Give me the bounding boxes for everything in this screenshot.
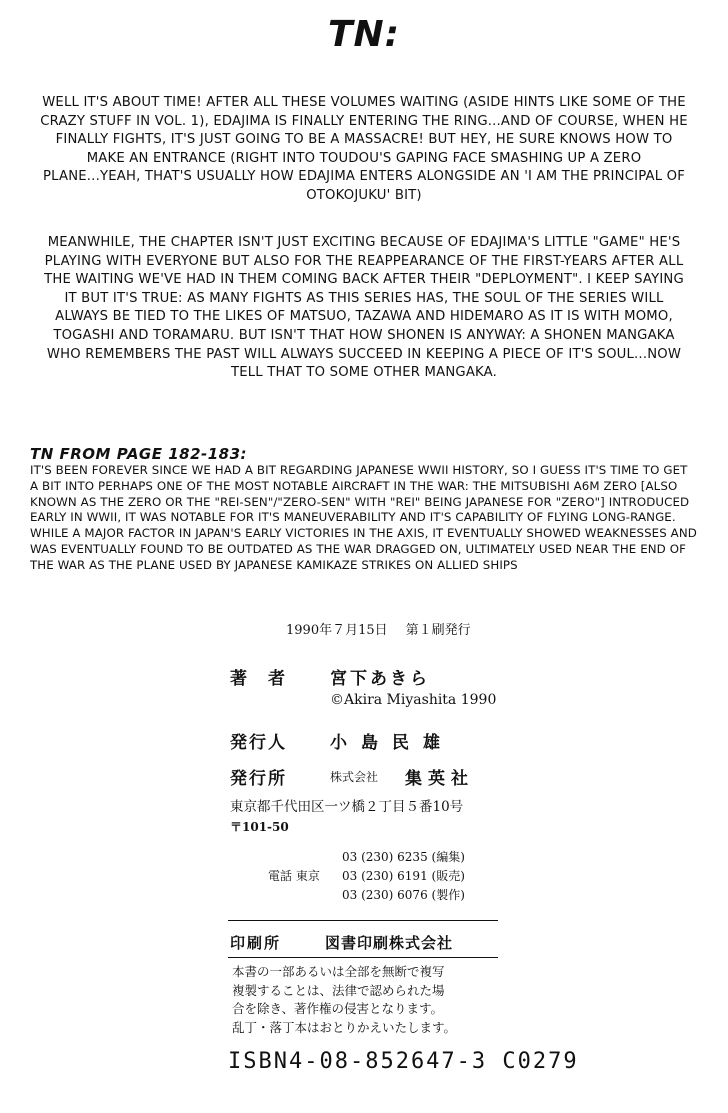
tn-page-heading: TN FROM PAGE 182-183: [30,445,248,463]
notice-line: 合を除き、著作権の侵害となります。 [232,1001,444,1017]
publisher-name: 集英社 [405,769,474,789]
publisher-prefix: 株式会社 [330,770,379,784]
phone-editorial [342,848,465,865]
copyright-notice: ©Akira Miyashita 1990 [330,692,497,708]
phone-department: (製作) [431,888,465,902]
tn-page-note: IT'S BEEN FOREVER SINCE WE HAD A BIT REGARDING JAPANESE WWII HISTORY, SO I GUESS IT'S TIME TO GET A BIT INTO PERHAPS ONE OF THE MOST NOTABLE AIRCRAFT IN THE WAR: THE MITSUBISHI A6M ZERO [ALSO KNOWN AS THE ZERO OR THE "REI-SEN"/"ZERO-SEN" WITH "REI" BEING JAPANESE FOR "ZERO"] INTRODUCED EARLY IN WWII, IT WAS NOTABLE FOR IT'S MANEUVERABILITY AND IT'S CAPABILITY OF FLYING LONG-RANGE. WHILE A MAJOR FACTOR IN JAPAN'S EARLY VICTORIES IN THE AXIS, IT EVENTUALLY SHOWED WEAKNESSES AND WAS EVENTUALLY FOUND TO BE OUTDATED AS THE WAR DRAGGED ON, ULTIMATELY USED NEAR THE END OF THE WAR AS THE PLANE USED BY JAPANESE KAMIKAZE STRIKES ON ALLIED SHIPS [30,463,697,572]
phone-number: 03 (230) 6235 [342,850,428,864]
notice-line: 複製することは、法律で認められた場 [232,982,445,998]
copyright-warning [232,963,502,1037]
publisher-address: 東京都千代田区一ツ橋２丁目５番10号 [230,799,464,815]
printer-label: 印刷所 [230,934,282,952]
phone-sales [342,867,465,884]
publisher-label: 発行所 [230,769,287,789]
publication-date-line [286,619,471,638]
page-title: TN: [327,14,401,55]
phone-department: (販売) [431,869,465,883]
colophon-divider-top [228,920,498,921]
isbn-code: ISBN4-08-852647-3 C0279 [228,1049,579,1074]
author-name: 宮下あきら [330,669,430,689]
phone-number: 03 (230) 6191 [342,869,428,883]
publication-date: 1990年７月15日 [286,623,388,638]
phone-department: (編集) [431,850,465,864]
notice-line: 本書の一部あるいは全部を無断で複写 [232,964,445,979]
postal-code: 〒101-50 [230,820,289,834]
printer-name: 図書印刷株式会社 [325,934,454,952]
phone-number: 03 (230) 6076 [342,888,428,902]
printing-edition: 第１刷発行 [405,623,471,638]
colophon-divider-bottom [228,957,498,958]
phone-label: 電話 東京 [268,869,320,883]
publisher-person-label: 発行人 [230,733,287,753]
phone-production [342,886,465,903]
tn-paragraph-2: MEANWHILE, THE CHAPTER ISN'T JUST EXCITING BECAUSE OF EDAJIMA'S LITTLE "GAME" HE'S PLAYING WITH EVERYONE BUT ALSO FOR THE REAPPEARANCE OF THE FIRST-YEARS AFTER ALL THE WAITING WE'VE HAD IN THEM COMING BACK AFTER THEIR "DEPLOYMENT". I KEEP SAYING IT BUT IT'S TRUE: AS MANY FIGHTS AS THIS SERIES HAS, THE SOUL OF THE SERIES WILL ALWAYS BE TIED TO THE LIKES OF MATSUO, TAZAWA AND HIDEMARO AS IT IS WITH MOMO, TOGASHI AND TORAMARU. BUT ISN'T THAT HOW SHONEN IS ANYWAY: A SHONEN MANGAKA WHO REMEMBERS THE PAST WILL ALWAYS SUCCEED IN KEEPING A PIECE OF IT'S SOUL...NOW TELL THAT TO SOME OTHER MANGAKA. [44,235,684,381]
author-label: 著 者 [230,669,287,689]
notice-line: 乱丁・落丁本はおとりかえいたします。 [232,1019,457,1035]
tn-paragraph-1: WELL IT'S ABOUT TIME! AFTER ALL THESE VOLUMES WAITING (ASIDE HINTS LIKE SOME OF THE CRAZY STUFF IN VOL. 1), EDAJIMA IS FINALLY ENTERING THE RING...AND OF COURSE, WHEN HE FINALLY FIGHTS, IT'S JUST GOING TO BE A MASSACRE! BUT HEY, HE SURE KNOWS HOW TO MAKE AN ENTRANCE (RIGHT INTO TOUDOU'S GAPING FACE SMASHING UP A ZERO PLANE...YEAH, THAT'S USUALLY HOW EDAJIMA ENTERS ALONGSIDE AN 'I AM THE PRINCIPAL OF OTOKOJUKU' BIT) [40,95,688,203]
publisher-person-name: 小島民雄 [330,733,454,753]
